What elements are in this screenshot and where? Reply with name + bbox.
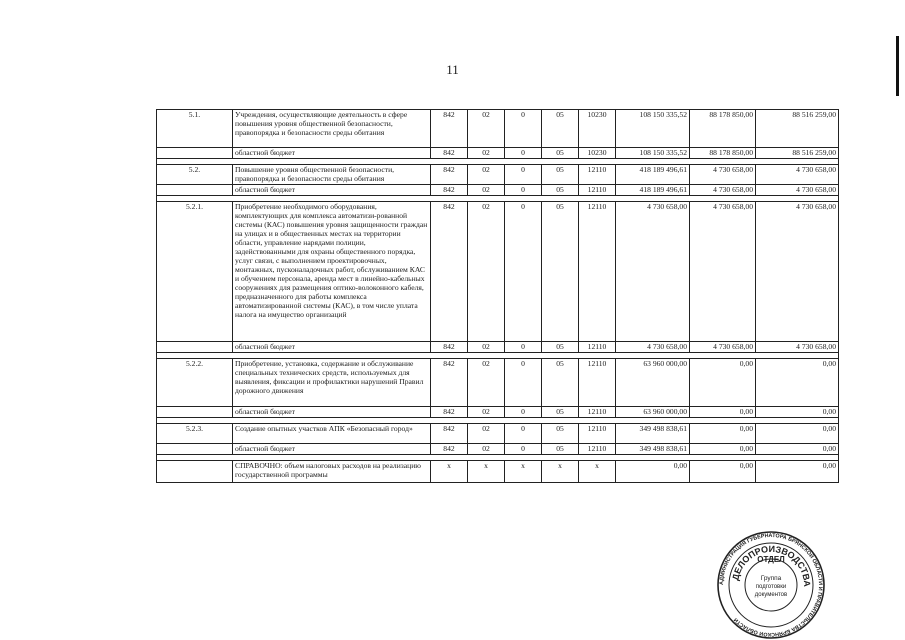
csr2-cell: 12110	[579, 165, 616, 185]
budget-table	[156, 109, 839, 483]
table-row	[157, 461, 839, 483]
csr1-cell: 05	[542, 148, 579, 159]
row-name: СПРАВОЧНО: объем налоговых расходов на реализацию государственной программы	[233, 461, 431, 483]
row-code: 5.1.	[157, 110, 233, 148]
rz-cell: 02	[468, 202, 505, 342]
csr1-cell: 05	[542, 110, 579, 148]
row-name: Приобретение, установка, содержание и обслуживание специальных технических средств, используемых для выявления, фиксации и профилактики нарушений Правил дорожного движения	[233, 359, 431, 407]
pr-cell: 0	[505, 424, 542, 444]
csr1-cell: 05	[542, 359, 579, 407]
stamp-center-2: подготовки	[755, 584, 787, 590]
value-3: 0,00	[756, 424, 839, 444]
row-name: Создание опытных участков АПК «Безопасный город»	[233, 424, 431, 444]
value-1: 349 498 838,61	[616, 444, 690, 455]
grbs-cell: 842	[431, 165, 468, 185]
table-row	[157, 202, 839, 342]
value-3: 0,00	[756, 407, 839, 418]
row-name: Повышение уровня общественной безопасности, правопорядка и безопасности среды обитания	[233, 165, 431, 185]
official-stamp	[716, 530, 826, 640]
value-1: 108 150 335,52	[616, 148, 690, 159]
rz-cell: 02	[468, 148, 505, 159]
csr2-cell: 12110	[579, 407, 616, 418]
csr2-cell: 12110	[579, 424, 616, 444]
pr-cell: 0	[505, 342, 542, 353]
rz-cell: 02	[468, 165, 505, 185]
rz-cell: 02	[468, 342, 505, 353]
csr1-cell: 05	[542, 185, 579, 196]
csr1-cell: 05	[542, 202, 579, 342]
grbs-cell: 842	[431, 424, 468, 444]
row-code: 5.2.	[157, 165, 233, 185]
value-1: 418 189 496,61	[616, 165, 690, 185]
table-row	[157, 165, 839, 185]
pr-cell: 0	[505, 444, 542, 455]
pr-cell: 0	[505, 165, 542, 185]
row-code	[157, 461, 233, 483]
csr1-cell: 05	[542, 342, 579, 353]
row-code	[157, 407, 233, 418]
rz-cell: х	[468, 461, 505, 483]
grbs-cell: 842	[431, 110, 468, 148]
rz-cell: 02	[468, 444, 505, 455]
grbs-cell: 842	[431, 342, 468, 353]
value-2: 0,00	[690, 359, 756, 407]
table-row	[157, 110, 839, 148]
value-3: 0,00	[756, 359, 839, 407]
rz-cell: 02	[468, 110, 505, 148]
value-2: 4 730 658,00	[690, 185, 756, 196]
row-code: 5.2.2.	[157, 359, 233, 407]
row-name: Учреждения, осуществляющие деятельность в сфере повышения уровня общественной безопасности, правопорядка и безопасности среды обитания	[233, 110, 431, 148]
value-2: 4 730 658,00	[690, 202, 756, 342]
value-2: 88 178 850,00	[690, 148, 756, 159]
table-row	[157, 185, 839, 196]
stamp-center-3: документов	[754, 592, 788, 598]
csr1-cell: х	[542, 461, 579, 483]
pr-cell: 0	[505, 185, 542, 196]
table-row	[157, 342, 839, 353]
value-3: 88 516 259,00	[756, 110, 839, 148]
row-code	[157, 185, 233, 196]
table-row	[157, 359, 839, 407]
value-3: 4 730 658,00	[756, 185, 839, 196]
grbs-cell: 842	[431, 444, 468, 455]
stamp-dept-top: ОТДЕЛ	[757, 555, 785, 564]
value-1: 349 498 838,61	[616, 424, 690, 444]
margin-mark	[896, 36, 899, 96]
csr2-cell: 12110	[579, 202, 616, 342]
row-name: областной бюджет	[233, 444, 431, 455]
value-1: 418 189 496,61	[616, 185, 690, 196]
row-name: областной бюджет	[233, 185, 431, 196]
rz-cell: 02	[468, 407, 505, 418]
value-2: 0,00	[690, 407, 756, 418]
value-3: 0,00	[756, 461, 839, 483]
csr1-cell: 05	[542, 424, 579, 444]
pr-cell: 0	[505, 202, 542, 342]
table-row	[157, 444, 839, 455]
rz-cell: 02	[468, 424, 505, 444]
pr-cell: 0	[505, 359, 542, 407]
value-3: 0,00	[756, 444, 839, 455]
rz-cell: 02	[468, 359, 505, 407]
pr-cell: 0	[505, 148, 542, 159]
row-code	[157, 148, 233, 159]
row-name: областной бюджет	[233, 407, 431, 418]
value-2: 0,00	[690, 461, 756, 483]
row-name: Приобретение необходимого оборудования, комплектующих для комплекса автоматизи-рованной системы (КАС) повышения уровня защищенности граждан на улицах и в общественных местах на территории области, управление нарядами полиции, задействованными для охраны общественного порядка, услуг связи, с выполнением проектировочных, монтажных, пусконаладочных работ, обслуживанием КАС и обучением персонала, аренда мест в линейно-кабельных сооружениях для размещения оптико-волоконного кабеля, предназначенного для работы комплекса автоматизированной системы (КАС), в том числе уплата налога на имущество организаций	[233, 202, 431, 342]
table-row	[157, 148, 839, 159]
csr2-cell: 12110	[579, 444, 616, 455]
grbs-cell: х	[431, 461, 468, 483]
csr1-cell: 05	[542, 407, 579, 418]
table-row	[157, 407, 839, 418]
value-1: 63 960 000,00	[616, 407, 690, 418]
rz-cell: 02	[468, 185, 505, 196]
row-name: областной бюджет	[233, 148, 431, 159]
row-code: 5.2.1.	[157, 202, 233, 342]
row-code	[157, 342, 233, 353]
grbs-cell: 842	[431, 148, 468, 159]
pr-cell: 0	[505, 110, 542, 148]
stamp-center-1: Группа	[760, 575, 782, 582]
value-2: 4 730 658,00	[690, 342, 756, 353]
value-1: 63 960 000,00	[616, 359, 690, 407]
grbs-cell: 842	[431, 185, 468, 196]
csr2-cell: 12110	[579, 185, 616, 196]
value-1: 108 150 335,52	[616, 110, 690, 148]
row-name: областной бюджет	[233, 342, 431, 353]
csr2-cell: 10230	[579, 110, 616, 148]
value-2: 0,00	[690, 444, 756, 455]
row-code	[157, 444, 233, 455]
grbs-cell: 842	[431, 202, 468, 342]
value-3: 88 516 259,00	[756, 148, 839, 159]
grbs-cell: 842	[431, 359, 468, 407]
value-1: 4 730 658,00	[616, 342, 690, 353]
value-1: 4 730 658,00	[616, 202, 690, 342]
value-3: 4 730 658,00	[756, 202, 839, 342]
value-3: 4 730 658,00	[756, 165, 839, 185]
row-code: 5.2.3.	[157, 424, 233, 444]
pr-cell: х	[505, 461, 542, 483]
csr2-cell: 10230	[579, 148, 616, 159]
value-3: 4 730 658,00	[756, 342, 839, 353]
grbs-cell: 842	[431, 407, 468, 418]
csr2-cell: х	[579, 461, 616, 483]
stamp-dept-ring: ДЕЛОПРОИЗВОДСТВА	[730, 543, 813, 587]
page-number: 11	[446, 62, 459, 77]
value-2: 4 730 658,00	[690, 165, 756, 185]
value-2: 0,00	[690, 424, 756, 444]
value-1: 0,00	[616, 461, 690, 483]
csr1-cell: 05	[542, 444, 579, 455]
csr2-cell: 12110	[579, 359, 616, 407]
value-2: 88 178 850,00	[690, 110, 756, 148]
table-row	[157, 424, 839, 444]
pr-cell: 0	[505, 407, 542, 418]
csr2-cell: 12110	[579, 342, 616, 353]
csr1-cell: 05	[542, 165, 579, 185]
stamp-ring-text: АДМИНИСТРАЦИЯ ГУБЕРНАТОРА БРЯНСКОЙ ОБЛАСТИ И ПРАВИТЕЛЬСТВА БРЯНСКОЙ ОБЛАСТИ	[718, 532, 824, 638]
